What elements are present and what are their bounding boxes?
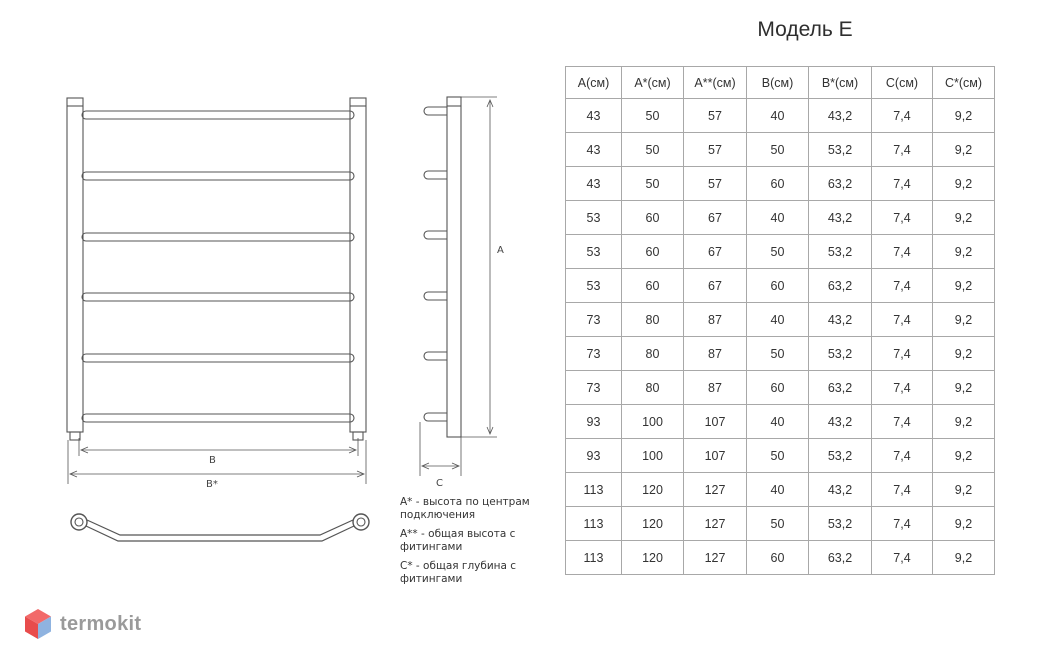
header-a-double-star: А**(см) xyxy=(684,67,747,99)
cell: 57 xyxy=(684,133,747,167)
cell: 53 xyxy=(566,235,622,269)
cell: 63,2 xyxy=(809,167,872,201)
table-row xyxy=(566,201,995,235)
dimensions-table xyxy=(565,66,995,575)
cell: 53,2 xyxy=(809,235,872,269)
cell: 60 xyxy=(622,269,684,303)
cell: 50 xyxy=(622,167,684,201)
table-row xyxy=(566,337,995,371)
table-row xyxy=(566,133,995,167)
cell: 63,2 xyxy=(809,541,872,575)
cell: 7,4 xyxy=(872,541,933,575)
cell: 43,2 xyxy=(809,201,872,235)
cell: 100 xyxy=(622,439,684,473)
header-b-star: В*(см) xyxy=(809,67,872,99)
cell: 7,4 xyxy=(872,439,933,473)
cell: 40 xyxy=(747,99,809,133)
cell: 80 xyxy=(622,303,684,337)
side-post xyxy=(447,97,461,437)
cell: 9,2 xyxy=(933,507,995,541)
cell: 9,2 xyxy=(933,303,995,337)
cell: 7,4 xyxy=(872,507,933,541)
cell: 43,2 xyxy=(809,303,872,337)
table-row xyxy=(566,303,995,337)
cell: 53,2 xyxy=(809,133,872,167)
table-row xyxy=(566,507,995,541)
dimension-notes xyxy=(400,496,550,592)
cell: 120 xyxy=(622,507,684,541)
cell: 7,4 xyxy=(872,133,933,167)
hexagon-cube-icon xyxy=(24,608,52,640)
header-c: С(см) xyxy=(872,67,933,99)
cell: 40 xyxy=(747,405,809,439)
table-row xyxy=(566,99,995,133)
cell: 67 xyxy=(684,201,747,235)
cell: 7,4 xyxy=(872,235,933,269)
cell: 40 xyxy=(747,201,809,235)
cell: 127 xyxy=(684,473,747,507)
header-a: А(см) xyxy=(566,67,622,99)
dim-label-b-star: B* xyxy=(206,479,218,490)
cell: 107 xyxy=(684,439,747,473)
cell: 93 xyxy=(566,439,622,473)
cell: 50 xyxy=(747,133,809,167)
cell: 7,4 xyxy=(872,405,933,439)
table-row xyxy=(566,439,995,473)
cell: 53,2 xyxy=(809,507,872,541)
cell: 93 xyxy=(566,405,622,439)
cell: 113 xyxy=(566,473,622,507)
cell: 57 xyxy=(684,99,747,133)
cell: 60 xyxy=(747,541,809,575)
note-c-star: С* - общая глубина с фитингами xyxy=(400,560,517,585)
header-c-star: С*(см) xyxy=(933,67,995,99)
cell: 9,2 xyxy=(933,473,995,507)
header-a-star: А*(см) xyxy=(622,67,684,99)
termokit-logo xyxy=(24,608,141,640)
table-row xyxy=(566,541,995,575)
cell: 107 xyxy=(684,405,747,439)
cell: 127 xyxy=(684,507,747,541)
cell: 53 xyxy=(566,269,622,303)
dim-label-a: A xyxy=(497,245,504,256)
cell: 50 xyxy=(747,337,809,371)
cell: 9,2 xyxy=(933,405,995,439)
cell: 60 xyxy=(747,167,809,201)
cell: 120 xyxy=(622,473,684,507)
table-row xyxy=(566,405,995,439)
right-connector-circle xyxy=(353,514,369,530)
cell: 60 xyxy=(622,235,684,269)
cell: 7,4 xyxy=(872,371,933,405)
cell: 9,2 xyxy=(933,371,995,405)
cell: 7,4 xyxy=(872,303,933,337)
cell: 53,2 xyxy=(809,439,872,473)
cell: 73 xyxy=(566,337,622,371)
table-row xyxy=(566,371,995,405)
cell: 7,4 xyxy=(872,167,933,201)
note-a-double-star: А** - общая высота с фитингами xyxy=(400,528,516,553)
cell: 43 xyxy=(566,99,622,133)
table-row xyxy=(566,167,995,201)
cell: 40 xyxy=(747,303,809,337)
cell: 7,4 xyxy=(872,473,933,507)
cell: 7,4 xyxy=(872,269,933,303)
cell: 67 xyxy=(684,235,747,269)
cell: 73 xyxy=(566,303,622,337)
cell: 9,2 xyxy=(933,541,995,575)
cell: 9,2 xyxy=(933,201,995,235)
cell: 9,2 xyxy=(933,439,995,473)
cell: 9,2 xyxy=(933,167,995,201)
cell: 43,2 xyxy=(809,99,872,133)
cell: 9,2 xyxy=(933,133,995,167)
cell: 7,4 xyxy=(872,99,933,133)
cell: 53 xyxy=(566,201,622,235)
cell: 43,2 xyxy=(809,473,872,507)
cell: 50 xyxy=(747,439,809,473)
model-title: Модель Е xyxy=(757,18,853,41)
cell: 50 xyxy=(747,235,809,269)
cell: 43,2 xyxy=(809,405,872,439)
cell: 60 xyxy=(747,371,809,405)
cell: 80 xyxy=(622,337,684,371)
cell: 87 xyxy=(684,337,747,371)
cell: 63,2 xyxy=(809,371,872,405)
cell: 60 xyxy=(622,201,684,235)
dim-label-c: C xyxy=(436,478,443,489)
cell: 120 xyxy=(622,541,684,575)
cell: 9,2 xyxy=(933,235,995,269)
cell: 50 xyxy=(747,507,809,541)
cell: 9,2 xyxy=(933,99,995,133)
towel-rail-side-view xyxy=(0,0,520,480)
cell: 57 xyxy=(684,167,747,201)
note-a-star: А* - высота по центрам подключения xyxy=(400,496,530,521)
cell: 63,2 xyxy=(809,269,872,303)
cell: 43 xyxy=(566,133,622,167)
table-header-row xyxy=(566,67,995,99)
dim-label-b: B xyxy=(209,455,216,466)
cell: 80 xyxy=(622,371,684,405)
cell: 113 xyxy=(566,507,622,541)
cell: 87 xyxy=(684,303,747,337)
cell: 50 xyxy=(622,133,684,167)
cell: 7,4 xyxy=(872,337,933,371)
cell: 53,2 xyxy=(809,337,872,371)
table-row xyxy=(566,269,995,303)
cell: 67 xyxy=(684,269,747,303)
table-row xyxy=(566,473,995,507)
cell: 73 xyxy=(566,371,622,405)
cell: 40 xyxy=(747,473,809,507)
cell: 9,2 xyxy=(933,269,995,303)
cell: 60 xyxy=(747,269,809,303)
cell: 100 xyxy=(622,405,684,439)
cell: 43 xyxy=(566,167,622,201)
header-b: В(см) xyxy=(747,67,809,99)
left-connector-circle xyxy=(71,514,87,530)
cell: 113 xyxy=(566,541,622,575)
cell: 50 xyxy=(622,99,684,133)
logo-text: termokit xyxy=(60,612,142,635)
table-row xyxy=(566,235,995,269)
cell: 127 xyxy=(684,541,747,575)
cell: 87 xyxy=(684,371,747,405)
cell: 9,2 xyxy=(933,337,995,371)
cell: 7,4 xyxy=(872,201,933,235)
